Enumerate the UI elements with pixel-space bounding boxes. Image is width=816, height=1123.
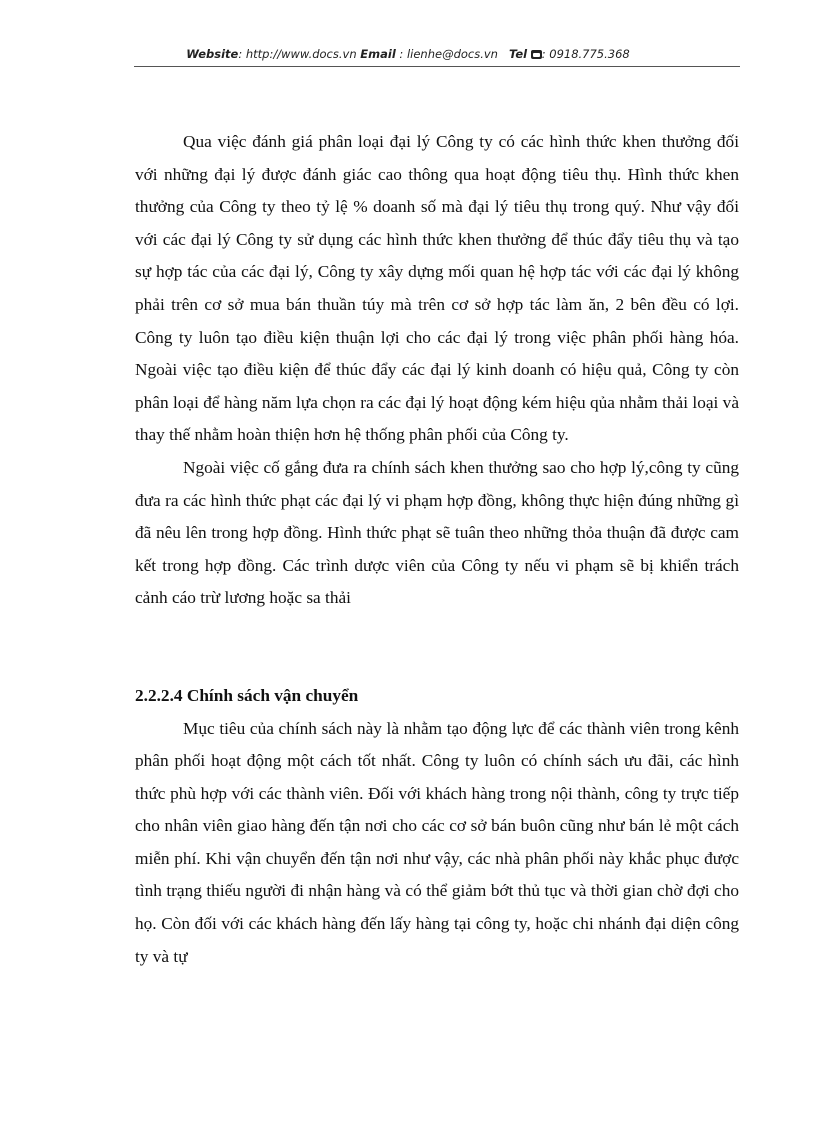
section-spacer: [135, 615, 739, 680]
header-divider: [134, 66, 740, 67]
website-url[interactable]: : http://www.docs.vn: [238, 47, 357, 61]
document-body: [135, 126, 739, 973]
email-address[interactable]: : lienhe@docs.vn: [399, 47, 498, 61]
tel-label: Tel: [508, 47, 528, 61]
paragraph-rewards: Qua việc đánh giá phân loại đại lý Công ty có các hình thức khen thưởng đối với những đại lý được đánh giác cao thông qua hoạt động tiêu thụ. Hình thức khen thưởng của Công ty theo tỷ lệ % doanh số mà đại lý tiêu thụ trong quý. Như vậy đối với các đại lý Công ty sử dụng các hình thức khen thưởng để thúc đẩy tiêu thụ và tạo sự hợp tác của các đại lý, Công ty xây dựng mối quan hệ hợp tác với các đại lý không phải trên cơ sở mua bán thuần túy mà trên cơ sở hợp tác làm ăn, 2 bên đều có lợi. Công ty luôn tạo điều kiện thuận lợi cho các đại lý trong việc phân phối hàng hóa. Ngoài việc tạo điều kiện để thúc đẩy các đại lý kinh doanh có hiệu quả, Công ty còn phân loại để hàng năm lựa chọn ra các đại lý hoạt động kém hiệu qủa nhằm thải loại và thay thế nhằm hoàn thiện hơn hệ thống phân phối của Công ty.: [135, 132, 739, 445]
section-heading: 2.2.2.4 Chính sách vận chuyển: [135, 685, 359, 705]
email-label: Email: [360, 47, 396, 61]
paragraph-transport: Mục tiêu của chính sách này là nhằm tạo động lực để các thành viên trong kênh phân phối hoạt động một cách tốt nhất. Công ty luôn có chính sách ưu đãi, các hình thức phù hợp với các thành viên. Đối với khách hàng trong nội thành, công ty trực tiếp cho nhân viên giao hàng đến tận nơi cho các cơ sở bán buôn cũng như bán lẻ một cách miễn phí. Khi vận chuyển đến tận nơi như vậy, các nhà phân phối này khắc phục được tình trạng thiếu người đi nhận hàng và có thể giảm bớt thủ tục và thời gian chờ đợi cho họ. Còn đối với các khách hàng đến lấy hàng tại công ty, hoặc chi nhánh đại diện công ty và tự: [135, 718, 739, 966]
tel-number: : 0918.775.368: [541, 47, 630, 61]
paragraph-penalties: Ngoài việc cố gắng đưa ra chính sách khen thưởng sao cho hợp lý,công ty cũng đưa ra các hình thức phạt các đại lý vi phạm hợp đồng, không thực hiện đúng những gì đã nêu lên trong hợp đồng. Hình thức phạt sẽ tuân theo những thỏa thuận đã được cam kết trong hợp đồng. Các trình dược viên của Công ty nếu vi phạm sẽ bị khiển trách cảnh cáo trừ lương hoặc sa thải: [135, 457, 739, 608]
phone-icon: [531, 50, 542, 59]
page-header: [0, 47, 816, 61]
website-label: Website: [186, 47, 239, 61]
